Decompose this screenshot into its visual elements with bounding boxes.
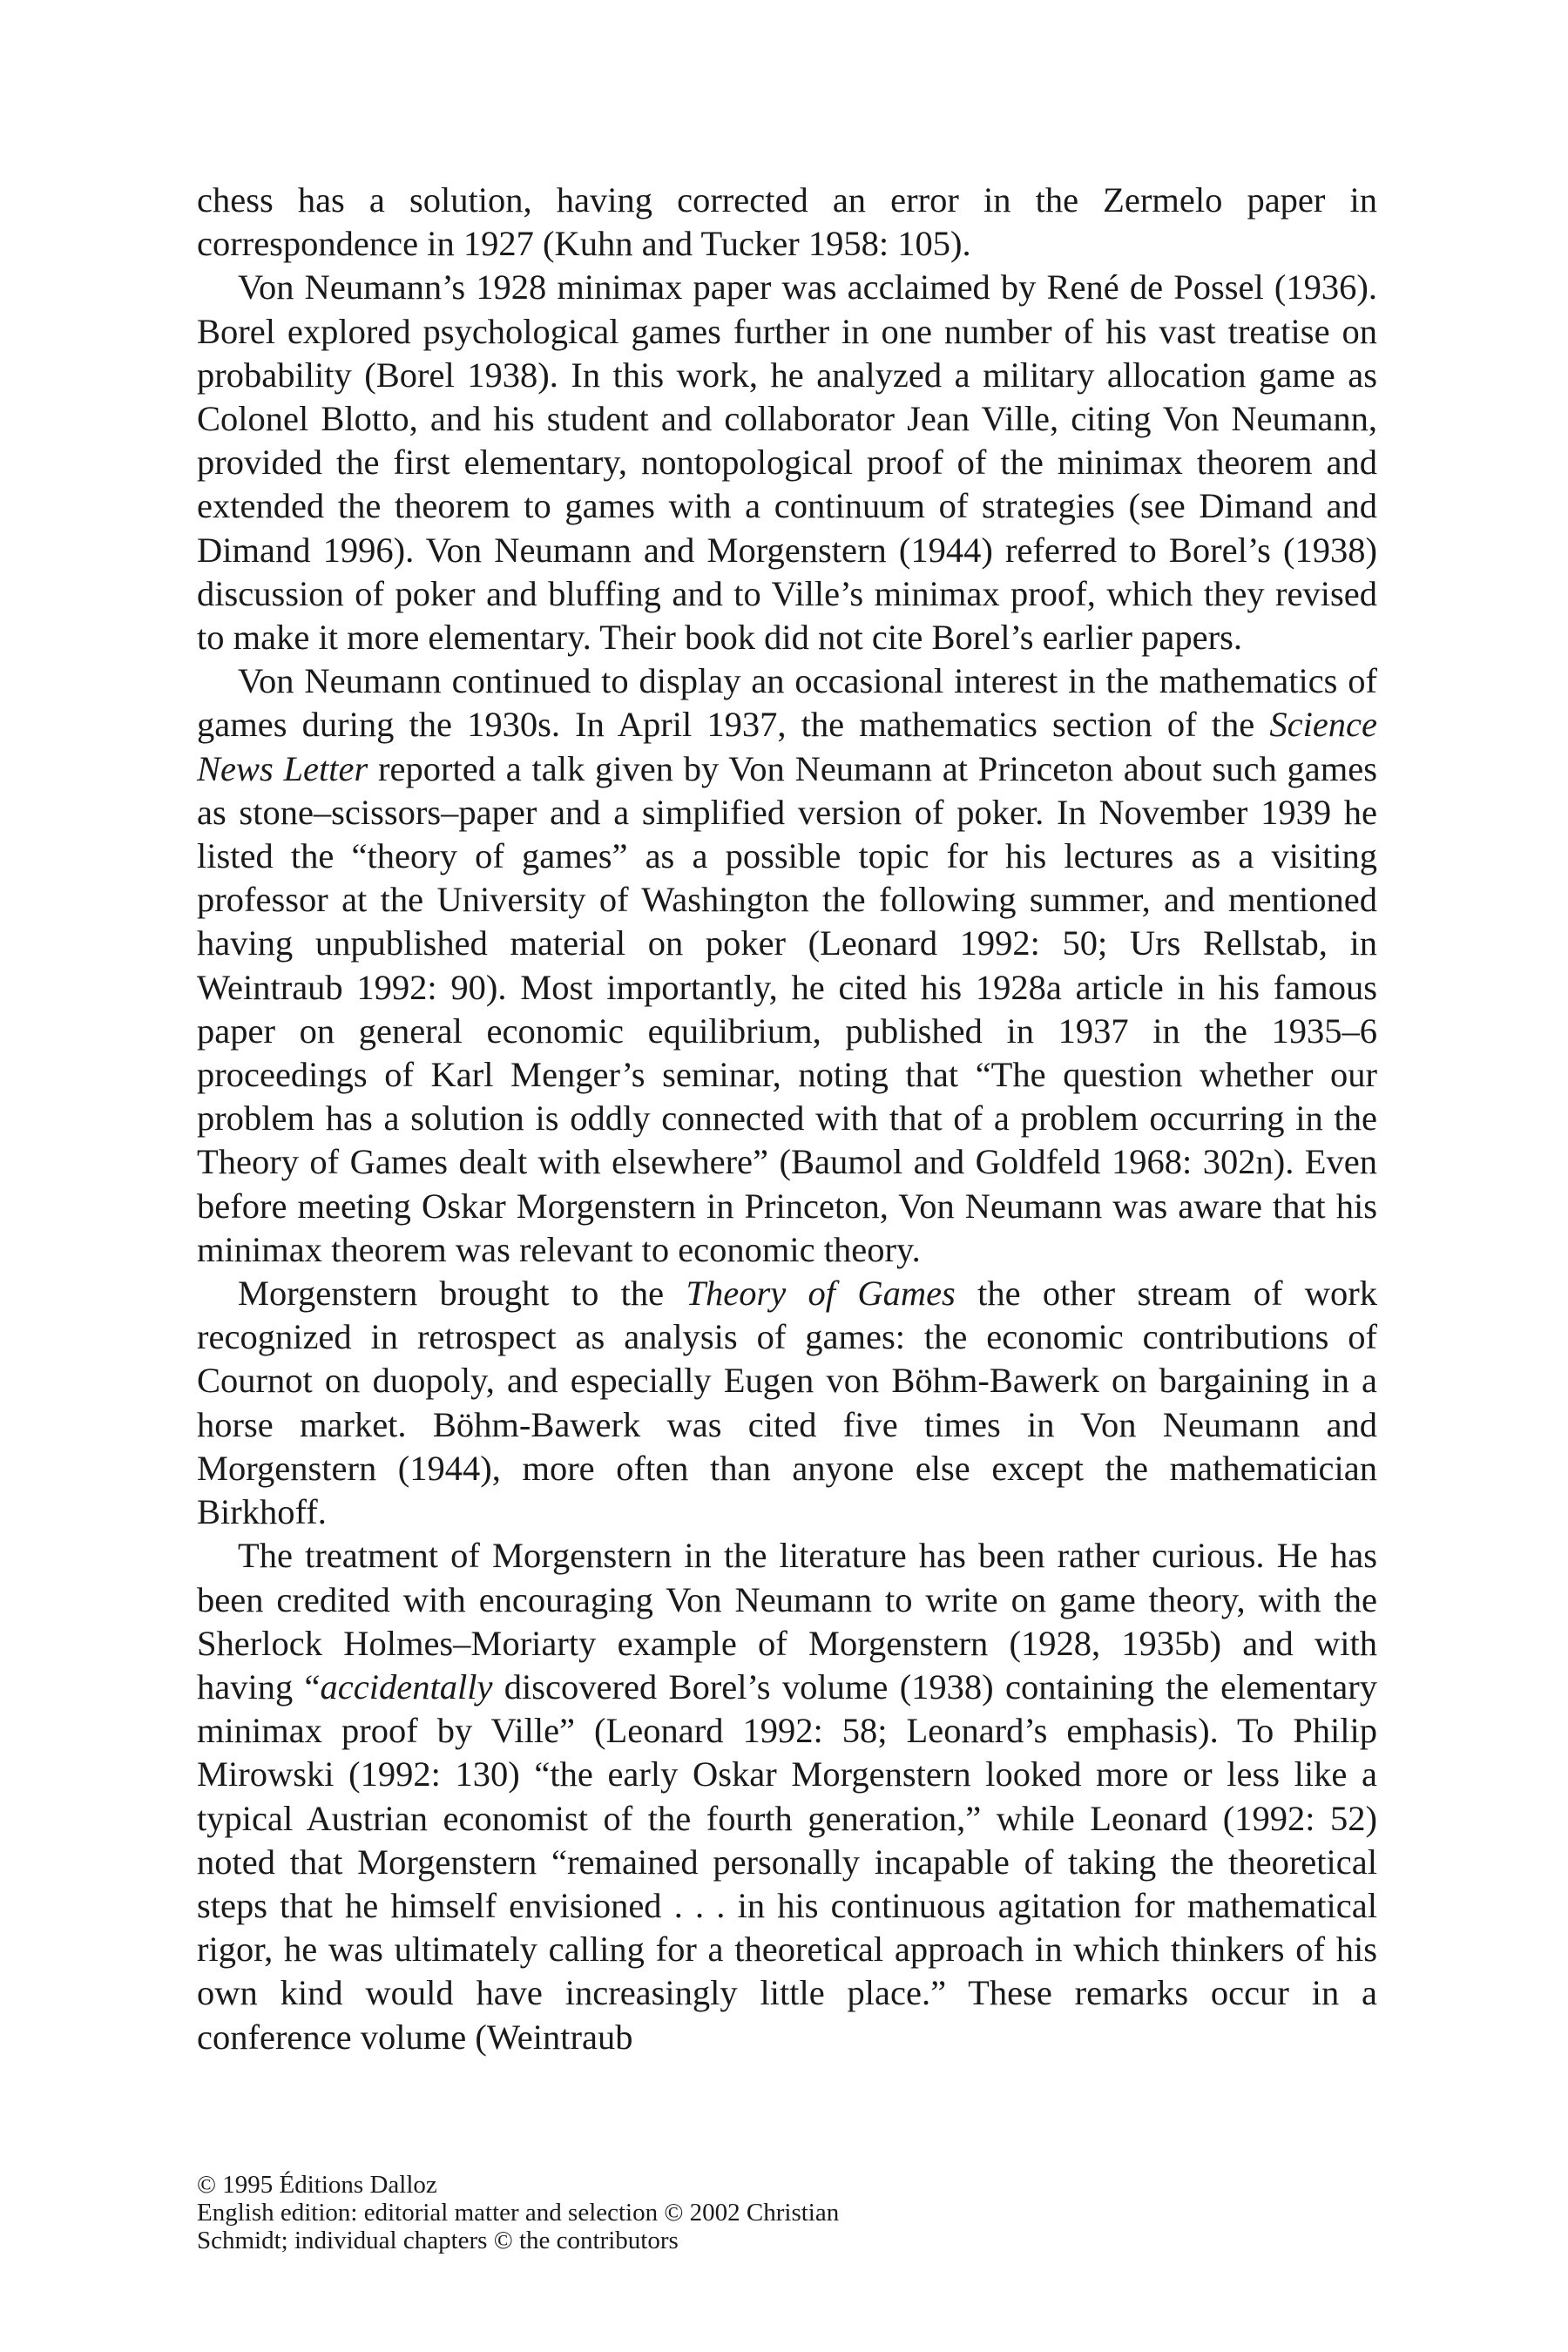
copyright-line-1: © 1995 Éditions Dalloz <box>197 2171 437 2199</box>
paragraph-5-text-a: The treatment of Morgenstern in the literature has been rather curious. He has been credited with encouraging Von Neumann to write on game theory, with the Sherlock Holmes–Moriarty example of Morgenstern (1928, 1935b) and with having “ <box>197 1536 1377 1707</box>
paragraph-3-text-b: reported a talk given by Von Neumann at Princeton about such games as stone–scissors–paper and a simplified version of poker. In November 1939 he listed the “theory of games” as a possible topic for his lectures as a visiting professor at the University of Washington the following summer, and mentioned having unpublished material on poker (Leonard 1992: 50; Urs Rellstab, in Weintraub 1992: 90). Most importantly, he cited his 1928a article in his famous paper on general economic equilibrium, published in 1937 in the 1935–6 proceedings of Karl Menger’s seminar, noting that “The question whether our problem has a solution is oddly connected with that of a problem occurring in the Theory of Games dealt with elsewhere” (Baumol and Goldfeld 1968: 302n). Even before meeting Oskar Morgenstern in Princeton, Von Neumann was aware that his minimax theorem was relevant to economic theory. <box>197 748 1377 1269</box>
body-text <box>197 179 1377 2059</box>
copyright-line-2: English edition: editorial matter and selection © 2002 Christian <box>197 2199 840 2227</box>
paragraph-4-text-b: the other stream of work recognized in retrospect as analysis of games: the economic contributions of Cournot on duopoly, and especially Eugen von Böhm-Bawerk on bargaining in a horse market. Böhm-Bawerk was cited five times in Von Neumann and Morgenstern (1944), more often than anyone else except the mathematician Birkhoff. <box>197 1274 1378 1532</box>
accidentally-emphasis: accidentally <box>320 1666 493 1707</box>
paragraph-2-text: Von Neumann’s 1928 minimax paper was acclaimed by René de Possel (1936). Borel explored psychological games further in one number of his vast treatise on probability (Borel 1938). In this work, he analyzed a military allocation game as Colonel Blotto, and his student and collaborator Jean Ville, citing Von Neumann, provided the first elementary, nontopological proof of the minimax theorem and extended the theorem to games with a continuum of strategies (see Dimand and Dimand 1996). Von Neumann and Morgenstern (1944) referred to Borel’s (1938) discussion of poker and bluffing and to Ville’s minimax proof, which they revised to make it more elementary. Their book did not cite Borel’s earlier papers. <box>197 267 1377 658</box>
paragraph-3 <box>197 659 1377 1272</box>
paragraph-5-text-b: discovered Borel’s volume (1938) containing the elementary minimax proof by Ville” (Leonard 1992: 58; Leonard’s emphasis). To Philip Mirowski (1992: 130) “the early Oskar Morgenstern looked more or less like a typical Austrian economist of the fourth generation,” while Leonard (1992: 52) noted that Morgenstern “remained personally incapable of taking the theoretical steps that he himself envisioned . . . in his continuous agitation for mathematical rigor, he was ultimately calling for a theoretical approach in which thinkers of his own kind would have increasingly little place.” These remarks occur in a conference volume (Weintraub <box>197 1666 1377 2057</box>
paragraph-4-text-a: Morgenstern brought to the <box>238 1274 686 1314</box>
copyright-line-3: Schmidt; individual chapters © the contributors <box>197 2227 679 2254</box>
paragraph-1 <box>197 179 1377 266</box>
theory-of-games-title: Theory of Games <box>686 1274 956 1314</box>
paragraph-3-text-a: Von Neumann continued to display an occasional interest in the mathematics of games during the 1930s. In April 1937, the mathematics section of the <box>197 661 1377 745</box>
paragraph-4 <box>197 1272 1377 1534</box>
copyright-notice <box>197 2171 1068 2254</box>
paragraph-1-text: chess has a solution, having corrected an error in the Zermelo paper in correspondence in 1927 (Kuhn and Tucker 1958: 105). <box>197 180 1377 264</box>
paragraph-2 <box>197 266 1377 659</box>
science-news-letter-title: Science News Letter <box>197 705 1377 788</box>
paragraph-5 <box>197 1534 1377 2058</box>
